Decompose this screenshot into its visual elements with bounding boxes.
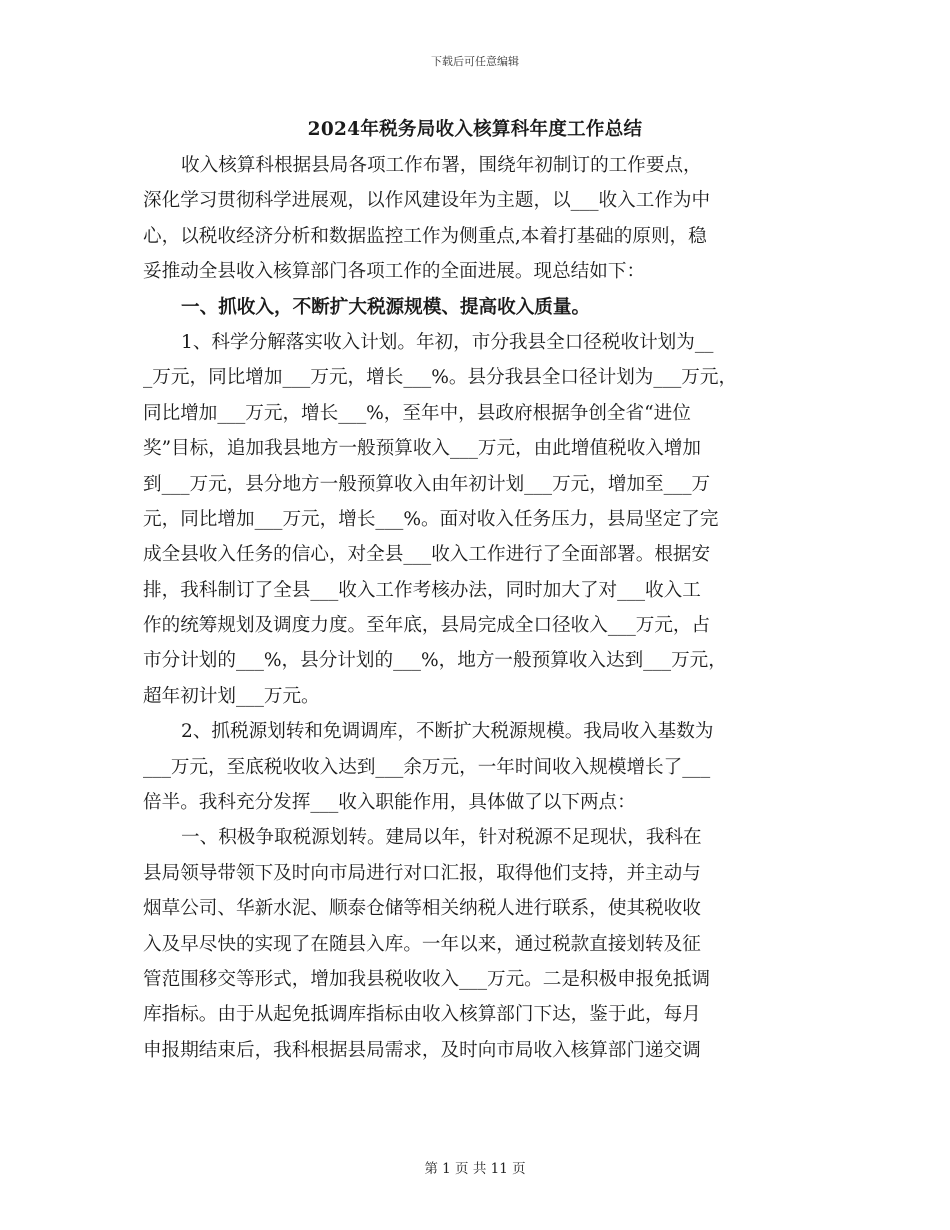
document-body	[143, 148, 813, 1068]
paragraph-line: 同比增加___万元，增长___%，至年中，县政府根据争创全省“进位	[143, 402, 691, 424]
document-title: 2024年税务局收入核算科年度工作总结	[307, 119, 643, 140]
paragraph-line: 奖”目标，追加我县地方一般预算收入___万元，由此增值税收入增加	[143, 438, 702, 460]
paragraph-line: 超年初计划___万元。	[143, 685, 320, 707]
paragraph-line: ___万元，至底税收收入达到___余万元，一年时间收入规模增长了___	[143, 756, 711, 778]
paragraph-line: 管范围移交等形式，增加我县税收收入___万元。二是积极申报免抵调	[143, 968, 711, 990]
paragraph-line: 市分计划的___%，县分计划的___%，地方一般预算收入达到___万元，	[143, 650, 727, 672]
paragraph-line: 心，以税收经济分析和数据监控工作为侧重点,本着打基础的原则，稳	[143, 225, 707, 247]
paragraph-line: 县局领导带领下及时向市局进行对口汇报，取得他们支持，并主动与	[143, 862, 701, 884]
page-footer: 第 1 页 共 11 页	[424, 1161, 526, 1177]
paragraph-line: 成全县收入任务的信心，对全县___收入工作进行了全面部署。根据安	[143, 544, 711, 566]
paragraph-line: 收入核算科根据县局各项工作布署，围绕年初制订的工作要点，	[181, 155, 702, 176]
paragraph-line: 到___万元，县分地方一般预算收入由年初计划___万元，增加至___万	[143, 473, 711, 495]
paragraph-line: 1、科学分解落实收入计划。年初，市分我县全口径税收计划为__	[181, 331, 714, 353]
paragraph-line: 申报期结束后，我科根据县局需求，及时向市局收入核算部门递交调	[143, 1039, 701, 1061]
paragraph-line: 妥推动全县收入核算部门各项工作的全面进展。现总结如下：	[143, 261, 646, 283]
paragraph-line: 入及早尽快的实现了在随县入库。一年以来，通过税款直接划转及征	[143, 933, 701, 955]
paragraph-line: 元，同比增加___万元，增长___%。面对收入任务压力，县局坚定了完	[143, 508, 719, 530]
header-note: 下载后可任意编辑	[431, 55, 519, 68]
paragraph-line: 库指标。由于从起免抵调库指标由收入核算部门下达，鉴于此，每月	[143, 1004, 701, 1026]
paragraph-line: _万元，同比增加___万元，增长___%。县分我县全口径计划为___万元，	[143, 367, 738, 389]
paragraph-line: 2、抓税源划转和免调调库，不断扩大税源规模。我局收入基数为	[181, 721, 714, 743]
paragraph-line: 深化学习贯彻科学进展观，以作风建设年为主题，以___收入工作为中	[143, 190, 711, 212]
paragraph-line: 倍半。我科充分发挥___收入职能作用，具体做了以下两点：	[143, 792, 636, 814]
paragraph-line: 排，我科制订了全县___收入工作考核办法，同时加大了对___收入工	[143, 579, 701, 601]
paragraph-line: 一、积极争取税源划转。建局以年，针对税源不足现状，我科在	[181, 827, 702, 849]
section-heading: 一、抓收入，不断扩大税源规模、提高收入质量。	[181, 296, 591, 318]
paragraph-line: 烟草公司、华新水泥、顺泰仓储等相关纳税人进行联系，使其税收收	[143, 898, 701, 920]
paragraph-line: 作的统筹规划及调度力度。至年底，县局完成全口径收入___万元，占	[143, 615, 711, 637]
